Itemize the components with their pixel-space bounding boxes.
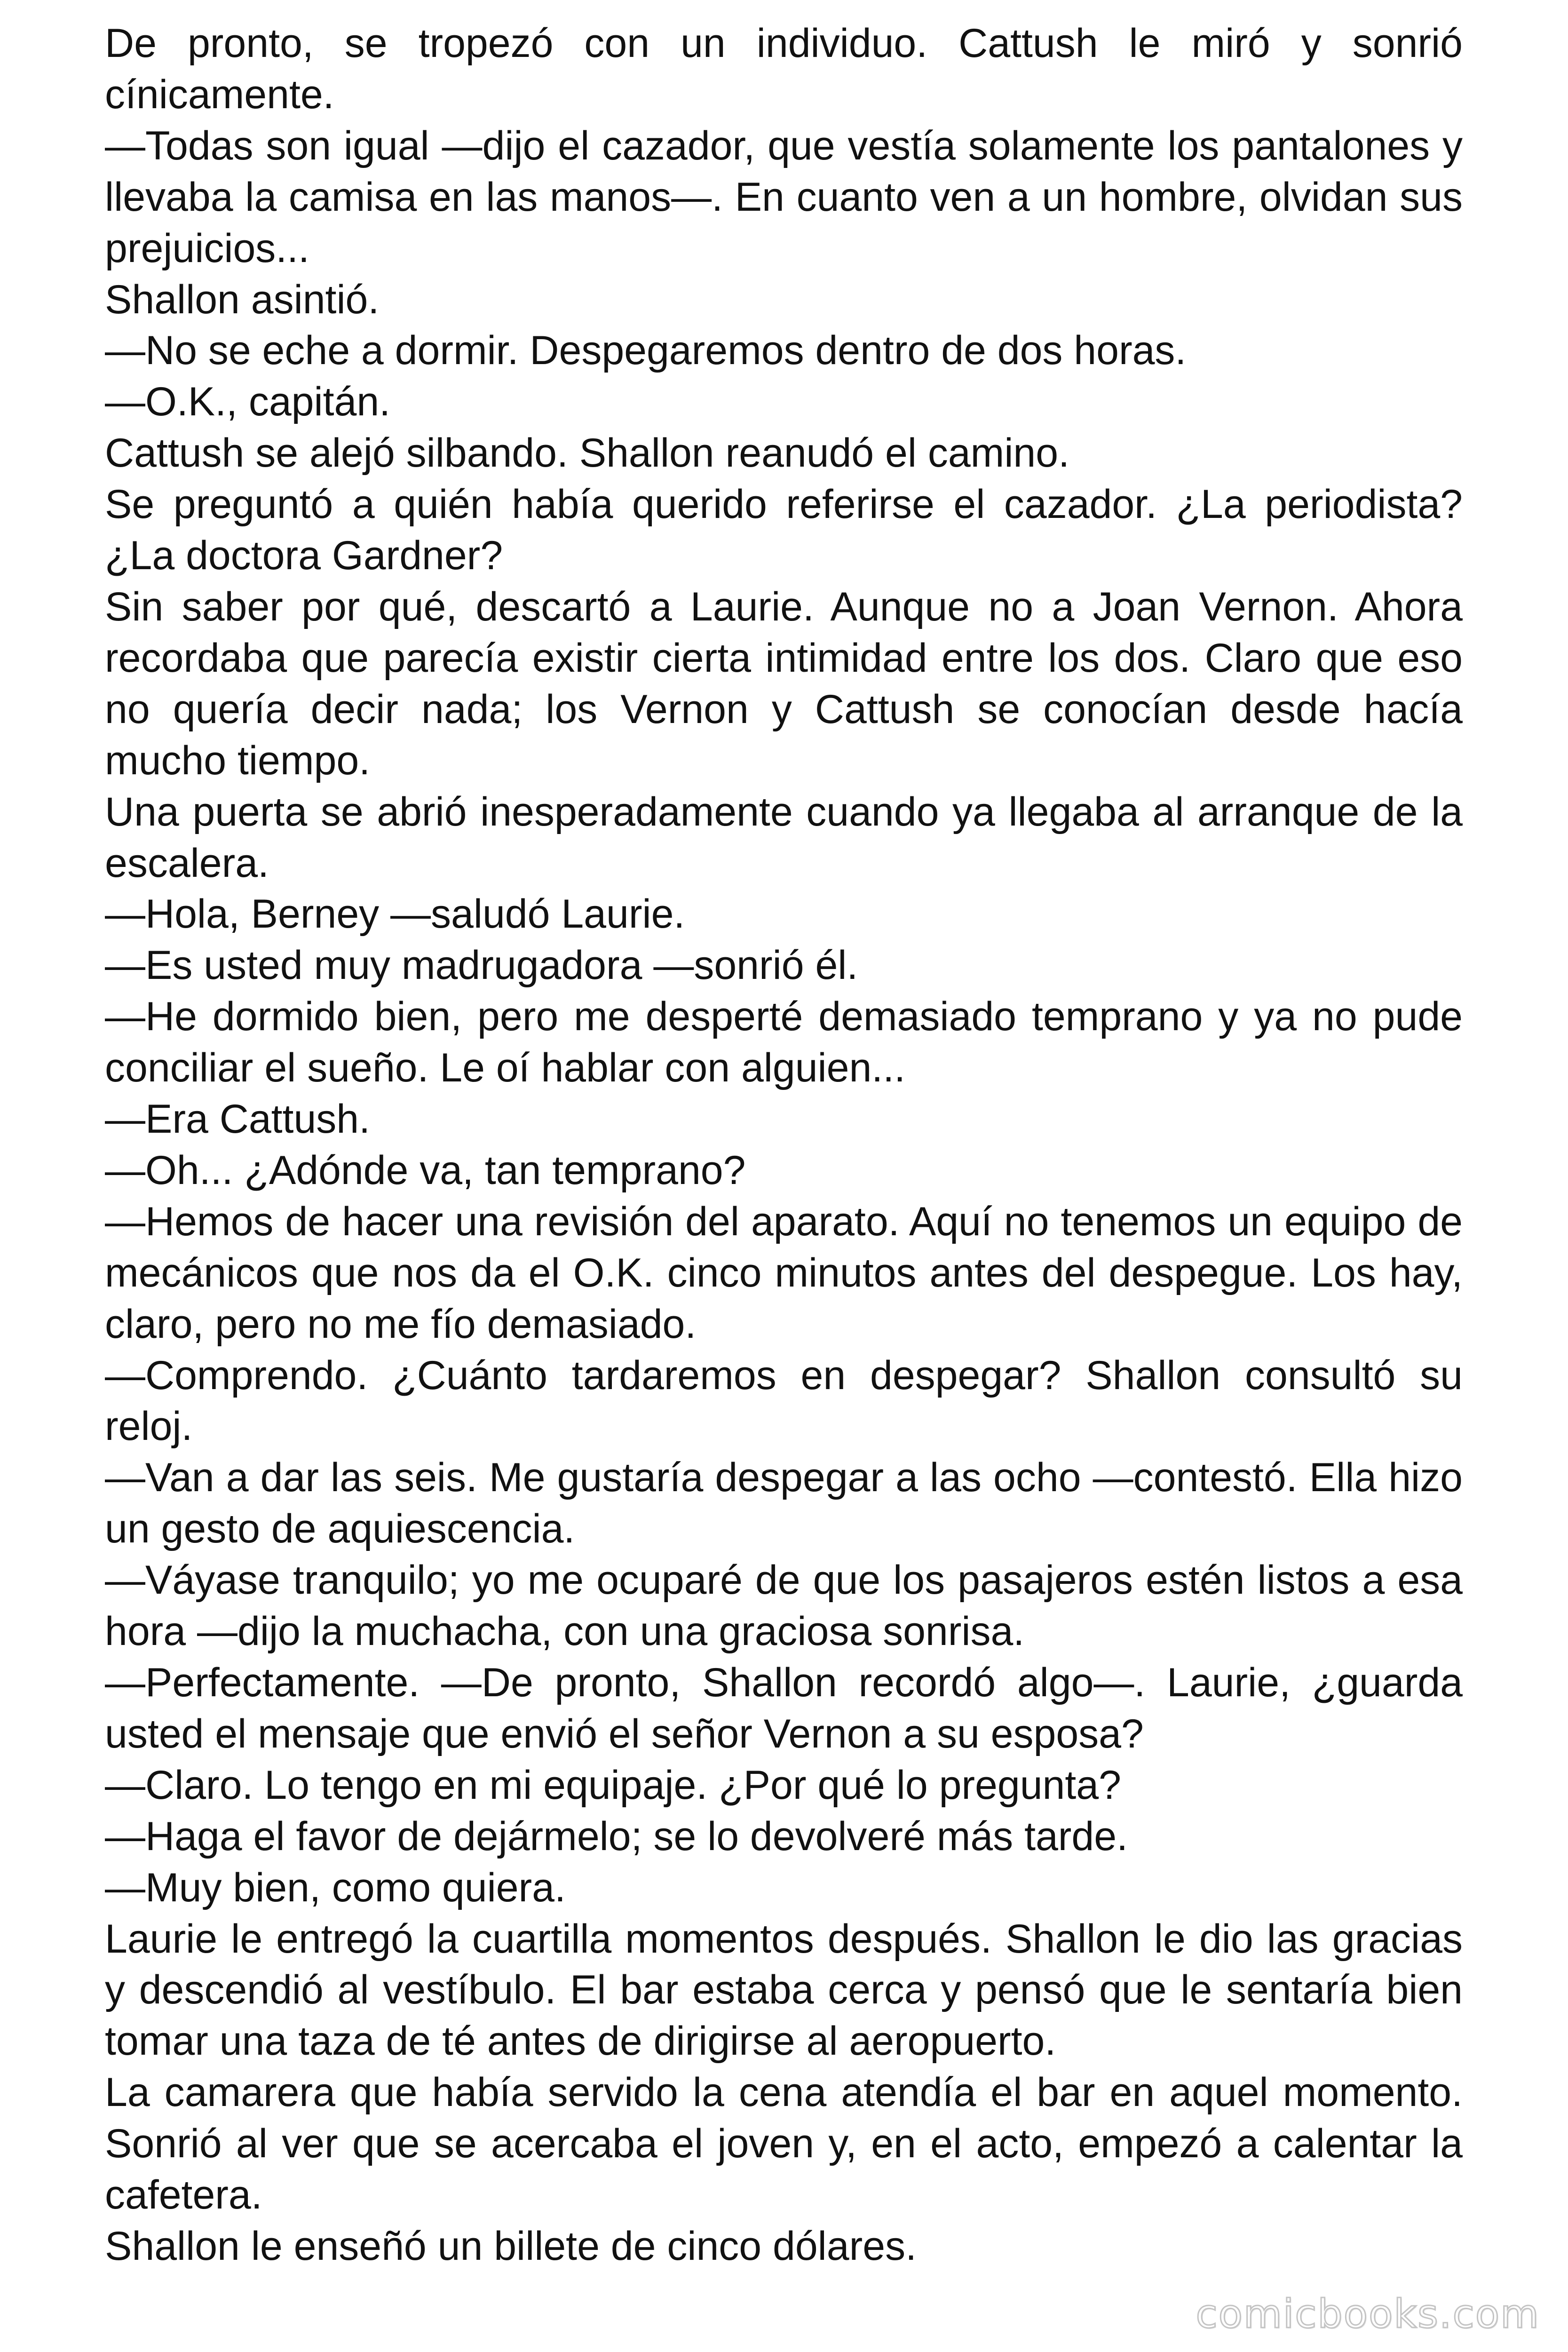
paragraph: —Claro. Lo tengo en mi equipaje. ¿Por qué lo pregunta? bbox=[105, 1762, 1121, 1808]
paragraph: —O.K., capitán. bbox=[105, 379, 391, 425]
paragraph: —Todas son igual —dijo el cazador, que vestía solamente los pantalones y llevaba la camisa en las manos—. En cuanto ven a un hombre, olvidan sus prejuicios... bbox=[105, 123, 1463, 271]
paragraph: Shallon asintió. bbox=[105, 277, 380, 322]
paragraph: Cattush se alejó silbando. Shallon reanudó el camino. bbox=[105, 430, 1069, 476]
watermark: comicbooks.com bbox=[1196, 2291, 1540, 2337]
paragraph: —Perfectamente. —De pronto, Shallon recordó algo—. Laurie, ¿guarda usted el mensaje que envió el señor Vernon a su esposa? bbox=[105, 1660, 1463, 1756]
paragraph: La camarera que había servido la cena atendía el bar en aquel momento. Sonrió al ver que se acercaba el joven y, en el acto, empezó a calentar la cafetera. bbox=[105, 2070, 1463, 2218]
paragraph: —Oh... ¿Adónde va, tan temprano? bbox=[105, 1147, 746, 1193]
paragraph: Sin saber por qué, descartó a Laurie. Aunque no a Joan Vernon. Ahora recordaba que parecía existir cierta intimidad entre los dos. Claro que eso no quería decir nada; los Vernon y Cattush se conocían desde hacía mucho tiempo. bbox=[105, 584, 1463, 783]
paragraph: —Muy bien, como quiera. bbox=[105, 1865, 566, 1910]
paragraph: De pronto, se tropezó con un individuo. Cattush le miró y sonrió cínicamente. bbox=[105, 21, 1463, 117]
paragraph: Se preguntó a quién había querido referirse el cazador. ¿La periodista? ¿La doctora Gardner? bbox=[105, 482, 1463, 579]
paragraph: —Es usted muy madrugadora —sonrió él. bbox=[105, 943, 858, 988]
paragraph: —He dormido bien, pero me desperté demasiado temprano y ya no pude conciliar el sueño. Le oí hablar con alguien... bbox=[105, 994, 1463, 1091]
paragraph: Laurie le entregó la cuartilla momentos después. Shallon le dio las gracias y descendió al vestíbulo. El bar estaba cerca y pensó que le sentaría bien tomar una taza de té antes de dirigirse al aeropuerto. bbox=[105, 1916, 1463, 2064]
paragraph: —Van a dar las seis. Me gustaría despegar a las ocho —contestó. Ella hizo un gesto de aquiescencia. bbox=[105, 1455, 1463, 1552]
document-page bbox=[105, 18, 1463, 2272]
paragraph: —Comprendo. ¿Cuánto tardaremos en despegar? Shallon consultó su reloj. bbox=[105, 1352, 1463, 1449]
paragraph: —No se eche a dormir. Despegaremos dentro de dos horas. bbox=[105, 328, 1187, 373]
paragraph: Una puerta se abrió inesperadamente cuando ya llegaba al arranque de la escalera. bbox=[105, 789, 1463, 886]
paragraph: —Hemos de hacer una revisión del aparato. Aquí no tenemos un equipo de mecánicos que nos da el O.K. cinco minutos antes del despegue. Los hay, claro, pero no me fío demasiado. bbox=[105, 1199, 1463, 1347]
paragraph: —Váyase tranquilo; yo me ocuparé de que los pasajeros estén listos a esa hora —dijo la muchacha, con una graciosa sonrisa. bbox=[105, 1557, 1463, 1654]
paragraph: —Era Cattush. bbox=[105, 1097, 370, 1142]
paragraph: Shallon le enseñó un billete de cinco dólares. bbox=[105, 2223, 917, 2269]
paragraph: —Hola, Berney —saludó Laurie. bbox=[105, 891, 685, 937]
paragraph: —Haga el favor de dejármelo; se lo devolveré más tarde. bbox=[105, 1813, 1128, 1859]
